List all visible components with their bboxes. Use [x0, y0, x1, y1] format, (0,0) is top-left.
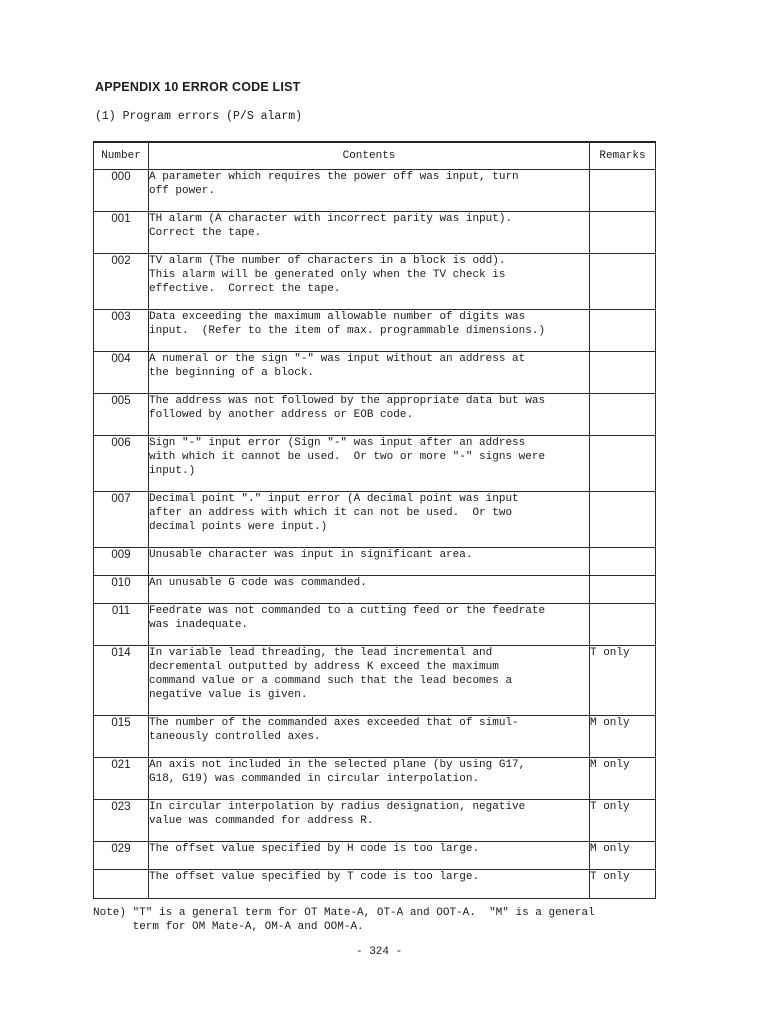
error-remarks-cell: M only	[590, 842, 656, 870]
error-number-cell: 015	[94, 716, 149, 758]
error-contents-cell: In variable lead threading, the lead incremental and decremental outputted by address K exceed the maximum command value or a command such that the lead becomes a negative value is given.	[149, 646, 590, 716]
error-number-cell: 023	[94, 800, 149, 842]
error-remarks-cell: T only	[590, 800, 656, 842]
error-contents-cell: Data exceeding the maximum allowable number of digits was input. (Refer to the item of max. programmable dimensions.)	[149, 310, 590, 352]
table-row	[94, 492, 656, 548]
error-number-cell: 003	[94, 310, 149, 352]
error-remarks-cell	[590, 254, 656, 310]
error-contents-cell: The address was not followed by the appropriate data but was followed by another address or EOB code.	[149, 394, 590, 436]
column-header-contents: Contents	[149, 142, 590, 170]
error-remarks-cell: T only	[590, 646, 656, 716]
error-remarks-cell	[590, 352, 656, 394]
table-row	[94, 254, 656, 310]
column-header-number: Number	[94, 142, 149, 170]
footnote: Note) "T" is a general term for OT Mate-A, OT-A and OOT-A. "M" is a general term for OM Mate-A, OM-A and OOM-A.	[93, 907, 595, 933]
error-remarks-cell	[590, 576, 656, 604]
error-contents-cell: A parameter which requires the power off was input, turn off power.	[149, 170, 590, 212]
page-number: - 324 -	[356, 946, 403, 958]
column-header-remarks: Remarks	[590, 142, 656, 170]
error-number-cell: 002	[94, 254, 149, 310]
table-row	[94, 548, 656, 576]
error-remarks-cell	[590, 212, 656, 254]
error-code-table	[93, 141, 656, 899]
error-number-cell: 005	[94, 394, 149, 436]
error-contents-cell: TV alarm (The number of characters in a block is odd). This alarm will be generated only when the TV check is effective. Correct the tape.	[149, 254, 590, 310]
table-row	[94, 352, 656, 394]
table-row	[94, 716, 656, 758]
table-row	[94, 170, 656, 212]
error-remarks-cell: M only	[590, 716, 656, 758]
table-row	[94, 310, 656, 352]
error-contents-cell: The number of the commanded axes exceeded that of simul- taneously controlled axes.	[149, 716, 590, 758]
error-number-cell: 000	[94, 170, 149, 212]
error-contents-cell: Decimal point "." input error (A decimal point was input after an address with which it can not be used. Or two decimal points were input.)	[149, 492, 590, 548]
error-remarks-cell: M only	[590, 758, 656, 800]
error-remarks-cell	[590, 548, 656, 576]
error-number-cell: 004	[94, 352, 149, 394]
error-contents-cell: An unusable G code was commanded.	[149, 576, 590, 604]
error-contents-cell: The offset value specified by T code is too large.	[149, 870, 590, 899]
error-contents-cell: Sign "-" input error (Sign "-" was input after an address with which it cannot be used. Or two or more "-" signs were input.)	[149, 436, 590, 492]
table-row	[94, 842, 656, 870]
error-contents-cell: In circular interpolation by radius designation, negative value was commanded for address R.	[149, 800, 590, 842]
table-row	[94, 436, 656, 492]
table-row	[94, 870, 656, 899]
error-number-cell: 007	[94, 492, 149, 548]
error-number-cell: 006	[94, 436, 149, 492]
error-number-cell: 009	[94, 548, 149, 576]
error-remarks-cell: T only	[590, 870, 656, 899]
error-remarks-cell	[590, 310, 656, 352]
error-number-cell	[94, 870, 149, 899]
table-header-row	[94, 142, 656, 170]
error-remarks-cell	[590, 394, 656, 436]
error-contents-cell: Feedrate was not commanded to a cutting feed or the feedrate was inadequate.	[149, 604, 590, 646]
table-row	[94, 394, 656, 436]
error-number-cell: 001	[94, 212, 149, 254]
error-contents-cell: TH alarm (A character with incorrect parity was input). Correct the tape.	[149, 212, 590, 254]
error-number-cell: 011	[94, 604, 149, 646]
error-remarks-cell	[590, 436, 656, 492]
table-row	[94, 576, 656, 604]
error-remarks-cell	[590, 604, 656, 646]
error-contents-cell: An axis not included in the selected plane (by using G17, G18, G19) was commanded in circular interpolation.	[149, 758, 590, 800]
error-contents-cell: Unusable character was input in significant area.	[149, 548, 590, 576]
error-number-cell: 029	[94, 842, 149, 870]
error-remarks-cell	[590, 492, 656, 548]
error-number-cell: 010	[94, 576, 149, 604]
error-remarks-cell	[590, 170, 656, 212]
table-row	[94, 604, 656, 646]
error-contents-cell: The offset value specified by H code is too large.	[149, 842, 590, 870]
table-row	[94, 212, 656, 254]
table-row	[94, 800, 656, 842]
table-row	[94, 758, 656, 800]
section-subtitle: (1) Program errors (P/S alarm)	[95, 110, 303, 123]
appendix-title: APPENDIX 10 ERROR CODE LIST	[95, 80, 301, 94]
error-number-cell: 014	[94, 646, 149, 716]
table-row	[94, 646, 656, 716]
error-contents-cell: A numeral or the sign "-" was input without an address at the beginning of a block.	[149, 352, 590, 394]
error-number-cell: 021	[94, 758, 149, 800]
